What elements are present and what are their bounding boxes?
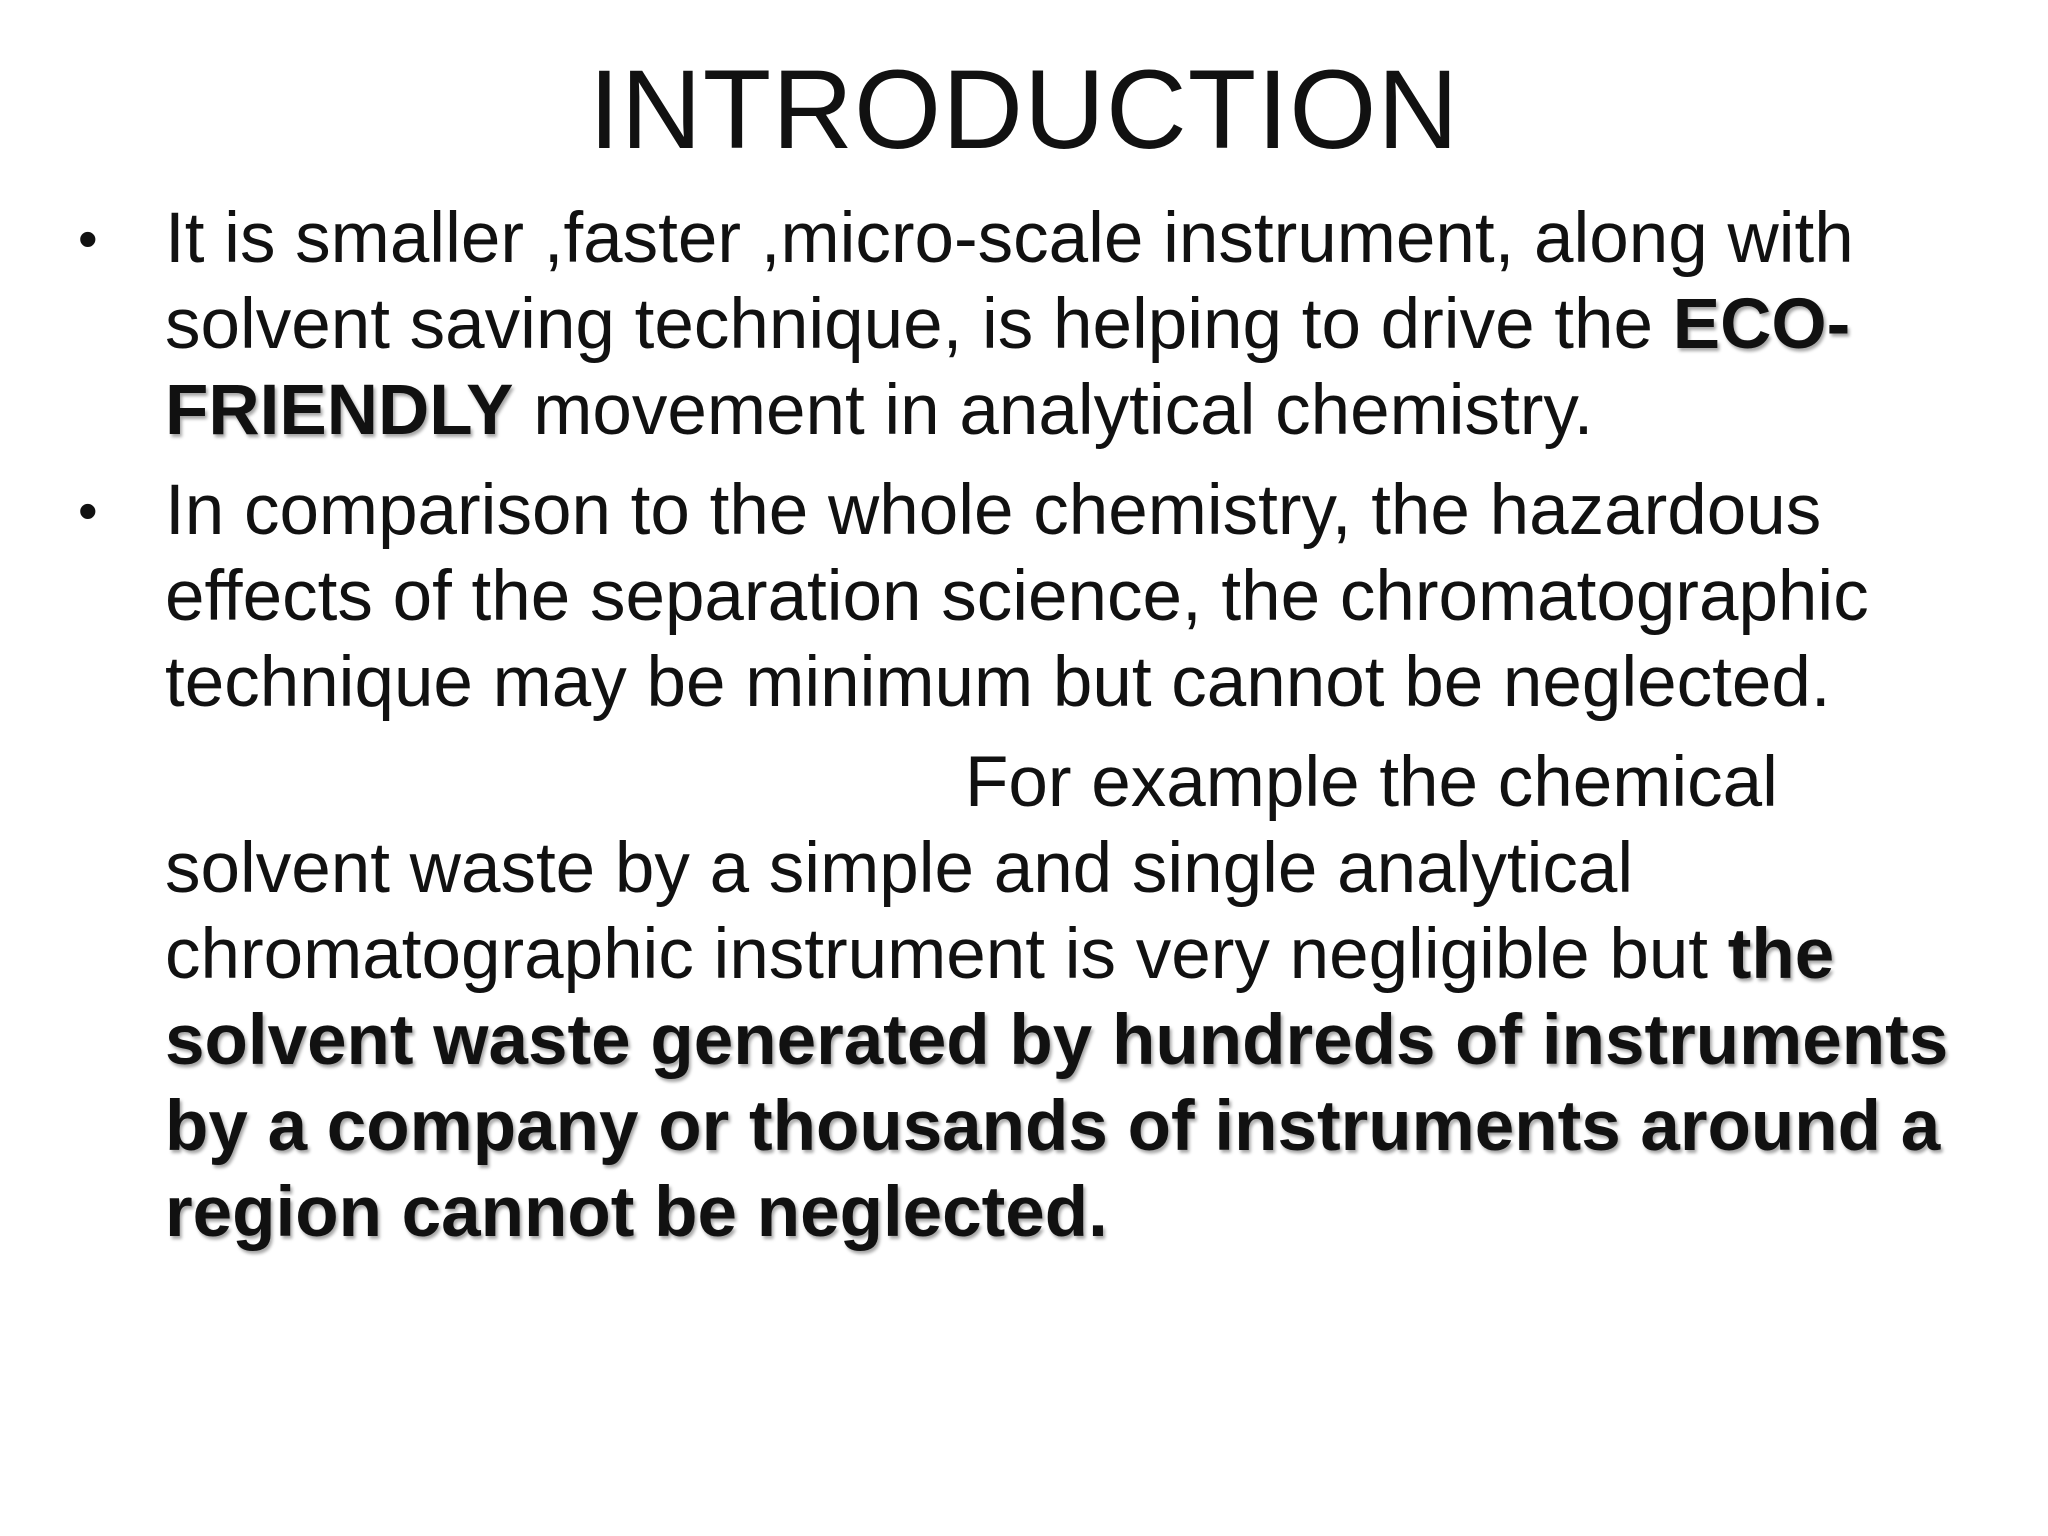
- bullet-icon: •: [78, 207, 98, 270]
- example-emphasis: the solvent waste generated by hundreds of instruments by a company or thousands of instruments around a region cannot be neglected.: [165, 915, 1949, 1252]
- bullet-item: [70, 196, 1970, 454]
- eco-friendly-emphasis: ECO-FRIENDLY: [165, 285, 1851, 450]
- example-paragraph: [70, 740, 1970, 1256]
- bullet-text-end: movement in analytical chemistry.: [513, 371, 1594, 450]
- slide-title: INTRODUCTION: [588, 47, 1460, 172]
- bullet-text-start: It is smaller ,faster ,micro-scale instrument, along with solvent saving technique, is helping to drive the: [165, 199, 1854, 364]
- bullet-text: In comparison to the whole chemistry, the hazardous effects of the separation science, the chromatographic technique may be minimum but cannot be neglected.: [165, 471, 1869, 722]
- slide-content: [70, 196, 1970, 1256]
- example-text: For example the chemical solvent waste by a simple and single analytical chromatographic instrument is very negligible but: [165, 743, 1778, 994]
- bullet-item: [70, 468, 1970, 726]
- bullet-icon: •: [78, 479, 98, 542]
